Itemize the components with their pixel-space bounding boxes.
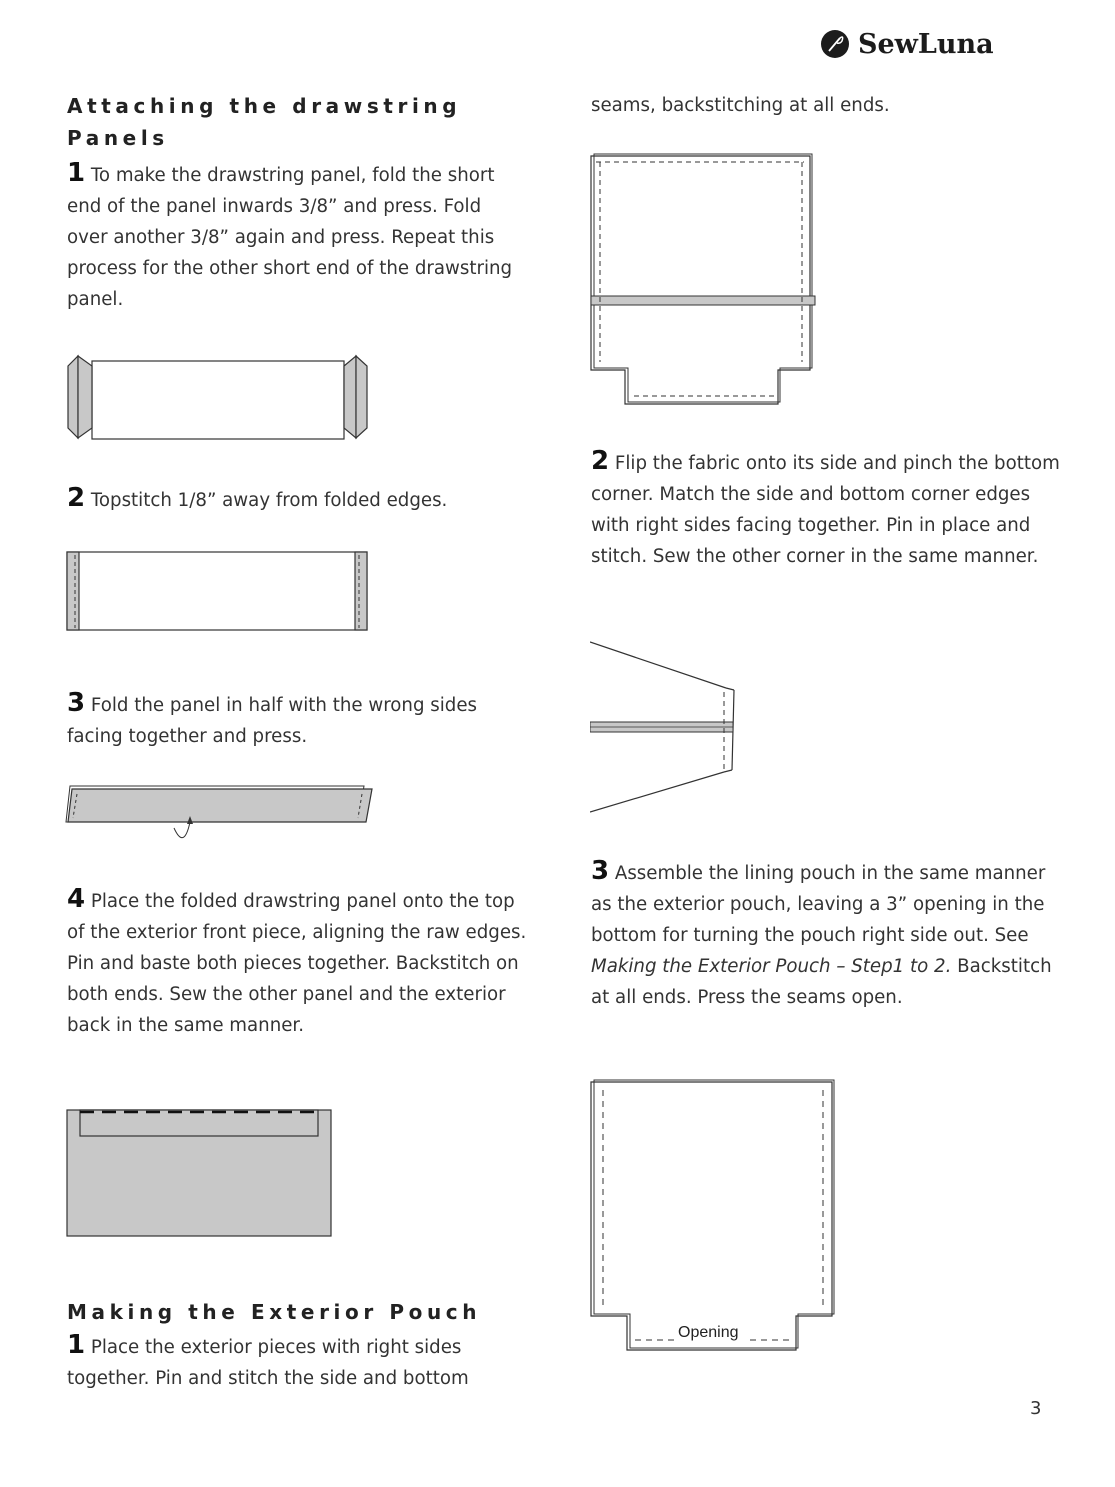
- panel-on-exterior-diagram: [66, 1108, 334, 1238]
- logo-text: SewLuna: [858, 28, 994, 60]
- opening-label: Opening: [678, 1324, 739, 1341]
- continuation-text: seams, backstitching at all ends.: [591, 95, 890, 116]
- lining-pouch-diagram: [590, 1078, 836, 1354]
- fold-half-diagram: [64, 784, 376, 846]
- step-3-lining-pouch: 3 Assemble the lining pouch in the same manner as the exterior pouch, leaving a 3” opening in the bottom for turning the pouch right side out. See Making the Exterior Pouch – Step1 to 2. Backstitch at all ends. Press the seams open.: [591, 856, 1052, 1008]
- section-heading-exterior: Making the Exterior Pouch: [67, 1300, 482, 1324]
- exterior-pouch-diagram: [590, 152, 818, 408]
- fold-arrow-icon: [174, 822, 190, 838]
- page-number: 3: [1030, 1398, 1042, 1419]
- step-1-exterior: 1 Place the exterior pieces with right sides together. Pin and stitch the side and bottom: [67, 1330, 469, 1389]
- section-heading-drawstring: Attaching the drawstring Panels: [67, 94, 462, 150]
- folded-ends-diagram: [66, 354, 370, 442]
- step-1-drawstring: 1 To make the drawstring panel, fold the short end of the panel inwards 3/8” and press. Fold over another 3/8” again and press. Repeat this process for the other short end of the drawstring panel.: [67, 158, 513, 310]
- step-2-topstitch: 2 Topstitch 1/8” away from folded edges.: [67, 483, 448, 513]
- section-exterior-pouch: [67, 1296, 527, 1394]
- step-3-fold-half: 3 Fold the panel in half with the wrong sides facing together and press.: [67, 688, 478, 747]
- boxed-corner-diagram: [590, 640, 740, 814]
- topstitch-diagram: [66, 551, 370, 633]
- needle-moon-logo-icon: [820, 29, 850, 59]
- step-2-pinch-corner: 2 Flip the fabric onto its side and pinch the bottom corner. Match the side and bottom corner edges with right sides facing together. Pin in place and stitch. Sew the other corner in the same manner.: [591, 446, 1060, 567]
- sewluna-logo: [820, 24, 994, 64]
- step-4-place-panel: 4 Place the folded drawstring panel onto the top of the exterior front piece, aligning the raw edges. Pin and baste both pieces together. Backstitch on both ends. Sew the other panel and the exterior back in the same manner.: [67, 884, 527, 1036]
- left-column: [67, 90, 527, 315]
